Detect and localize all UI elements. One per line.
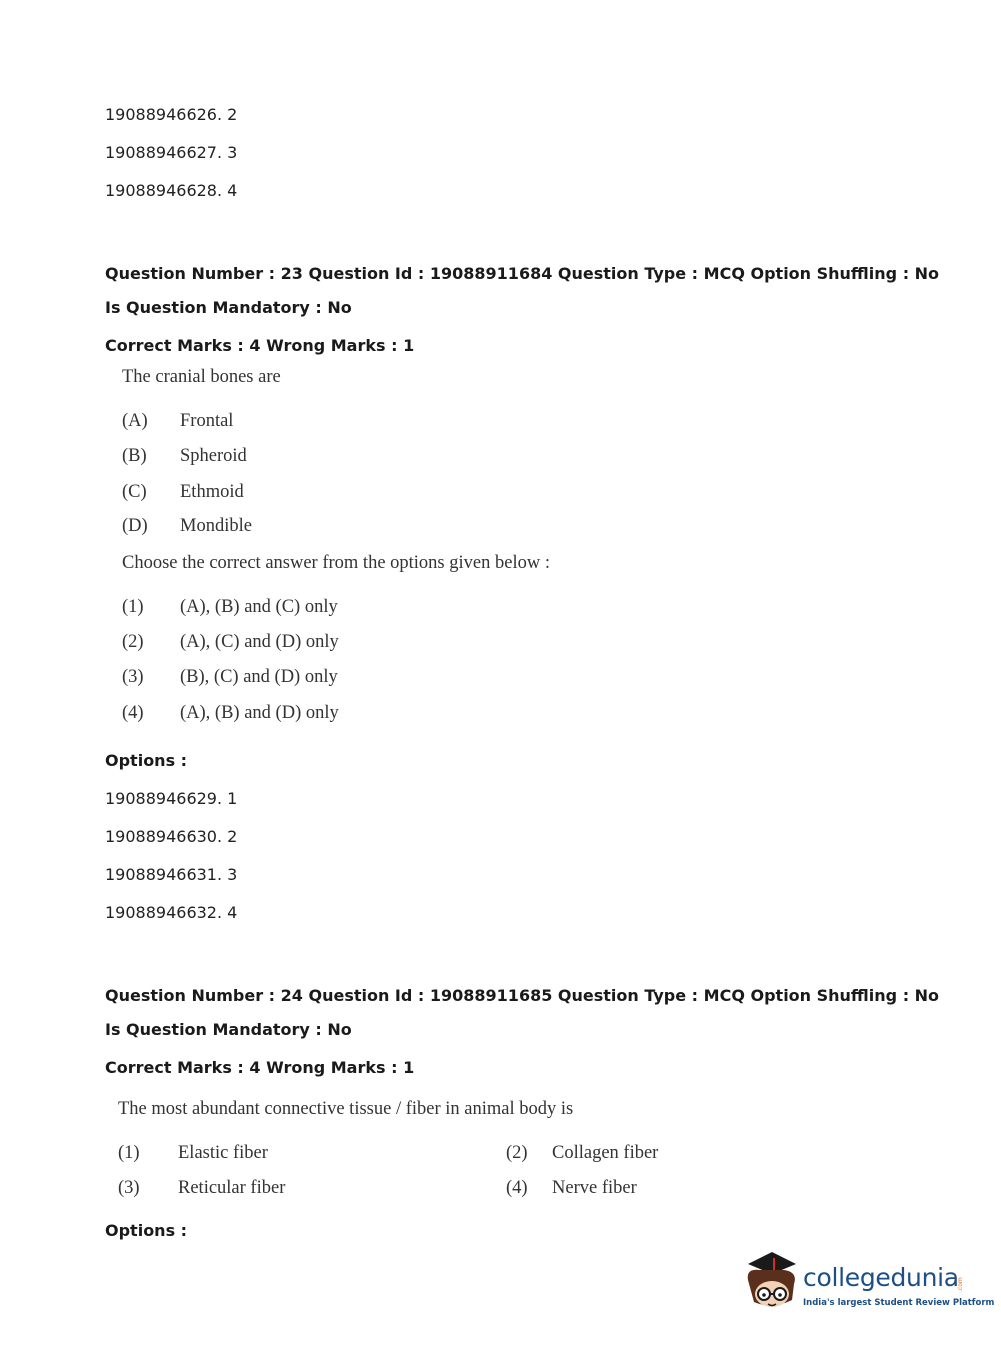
choice-text: (A), (C) and (D) only — [180, 632, 339, 652]
choice-label: (4) — [506, 1178, 528, 1198]
question-header: Question Number : 23 Question Id : 19088911684 Question Type : MCQ Option Shuffling : No — [105, 264, 940, 283]
item-label: (B) — [122, 446, 147, 466]
item-label: (D) — [122, 516, 148, 536]
choice-text: Elastic fiber — [178, 1143, 268, 1163]
item-label: (A) — [122, 411, 148, 431]
choice-label: (1) — [122, 597, 144, 617]
item-text: Frontal — [180, 411, 234, 431]
option-line: 19088946627. 3 — [105, 143, 238, 162]
option-line: 19088946629. 1 — [105, 789, 238, 808]
choice-label: (1) — [118, 1143, 140, 1163]
brand-com: .com — [957, 1277, 964, 1292]
question-marks: Correct Marks : 4 Wrong Marks : 1 — [105, 336, 415, 355]
options-heading: Options : — [105, 751, 188, 770]
question-header: Question Number : 24 Question Id : 19088911685 Question Type : MCQ Option Shuffling : No — [105, 986, 940, 1005]
choice-text: (B), (C) and (D) only — [180, 667, 338, 687]
options-heading: Options : — [105, 1221, 188, 1240]
choice-text: Nerve fiber — [552, 1178, 637, 1198]
question-mandatory: Is Question Mandatory : No — [105, 298, 352, 317]
choice-text: (A), (B) and (D) only — [180, 703, 339, 723]
option-line: 19088946628. 4 — [105, 181, 238, 200]
item-text: Ethmoid — [180, 482, 244, 502]
question-marks: Correct Marks : 4 Wrong Marks : 1 — [105, 1058, 415, 1077]
question-mandatory: Is Question Mandatory : No — [105, 1020, 352, 1039]
option-line: 19088946631. 3 — [105, 865, 238, 884]
option-line: 19088946632. 4 — [105, 903, 238, 922]
choice-text: Collagen fiber — [552, 1143, 659, 1163]
item-text: Spheroid — [180, 446, 247, 466]
choice-label: (4) — [122, 703, 144, 723]
question-instruction: Choose the correct answer from the options given below : — [122, 553, 550, 573]
brand-tagline: India's largest Student Review Platform — [803, 1298, 995, 1308]
question-stem: The most abundant connective tissue / fiber in animal body is — [118, 1099, 574, 1119]
brand-name: collegedunia — [803, 1263, 959, 1292]
mascot-logo-icon — [742, 1250, 802, 1314]
choice-label: (2) — [506, 1143, 528, 1163]
option-line: 19088946630. 2 — [105, 827, 238, 846]
choice-label: (3) — [122, 667, 144, 687]
choice-text: Reticular fiber — [178, 1178, 286, 1198]
question-stem: The cranial bones are — [122, 367, 281, 387]
item-label: (C) — [122, 482, 147, 502]
choice-label: (3) — [118, 1178, 140, 1198]
choice-text: (A), (B) and (C) only — [180, 597, 338, 617]
choice-label: (2) — [122, 632, 144, 652]
item-text: Mondible — [180, 516, 252, 536]
option-line: 19088946626. 2 — [105, 105, 238, 124]
